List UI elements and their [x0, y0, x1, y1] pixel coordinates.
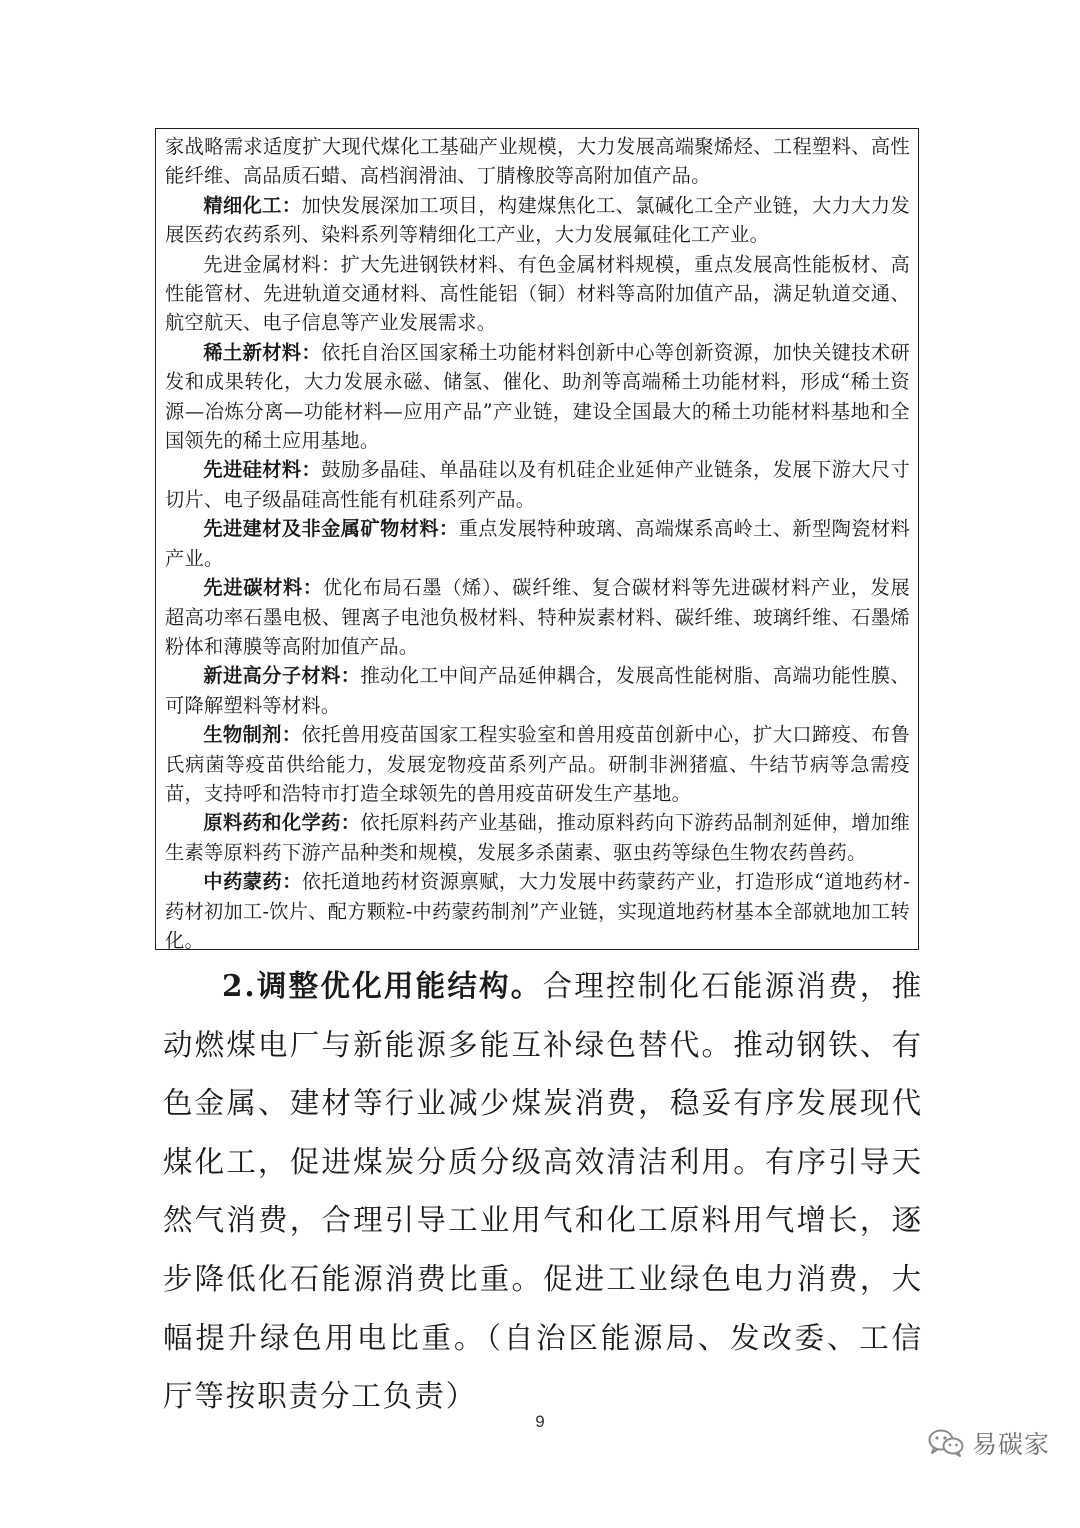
- wechat-icon: [928, 1428, 964, 1458]
- paragraph-term: 新进高分子材料：: [203, 664, 361, 688]
- paragraph-term: 精细化工：: [203, 193, 302, 217]
- paragraph-text: 依托自治区国家稀土功能材料创新中心等创新资源，加快关键技术研发和成果转化，大力发展永磁、储氢、催化、助剂等高端稀土功能材料，形成“稀土资源—冶炼分离—功能材料—应用产品”产业链，建设全国最大的稀土功能材料基地和全国领先的稀土应用基地。: [165, 340, 910, 453]
- paragraph-text: 重点发展特种玻璃、高端煤系高岭土、新型陶瓷材料产业。: [165, 517, 910, 570]
- box-paragraph: [165, 191, 910, 250]
- box-paragraph: [165, 720, 910, 808]
- section-heading: 2.调整优化用能结构。: [222, 968, 543, 1003]
- paragraph-term: 先进碳材料：: [203, 576, 323, 600]
- box-paragraph: [165, 661, 910, 720]
- paragraph-text: 依托道地药材资源禀赋，大力发展中药蒙药产业，打造形成“道地药材-药材初加工-饮片、配方颗粒-中药蒙药制剂”产业链，实现道地药材基本全部就地加工转化。: [165, 870, 910, 952]
- boxed-section: [155, 128, 919, 950]
- paragraph-term: 原料药和化学药：: [203, 811, 361, 835]
- page-number: 9: [535, 1412, 545, 1431]
- paragraph-term: 先进硅材料：: [203, 458, 322, 482]
- box-paragraph: [165, 573, 910, 661]
- box-paragraph: [165, 455, 910, 514]
- box-paragraph: [165, 514, 910, 573]
- box-paragraph: [165, 338, 910, 456]
- paragraph-text: 优化布局石墨（烯）、碳纤维、复合碳材料等先进碳材料产业，发展超高功率石墨电极、锂离子电池负极材料、特种炭素材料、碳纤维、玻璃纤维、石墨烯粉体和薄膜等高附加值产品。: [165, 576, 910, 658]
- box-paragraph: [165, 808, 910, 867]
- paragraph-term: 先进建材及非金属矿物材料：: [203, 517, 459, 541]
- watermark: [928, 1423, 1050, 1463]
- paragraph-text: 先进金属材料：扩大先进钢铁材料、有色金属材料规模，重点发展高性能板材、高性能管材、先进轨道交通材料、高性能铝（铜）材料等高附加值产品，满足轨道交通、航空航天、电子信息等产业发展需求。: [165, 252, 910, 335]
- body-paragraph-text: 合理控制化石能源消费，推动燃煤电厂与新能源多能互补绿色替代。推动钢铁、有色金属、建材等行业减少煤炭消费，稳妥有序发展现代煤化工，促进煤炭分质分级高效清洁利用。有序引导天然气消费，合理引导工业用气和化工原料用气增长，逐步降低化石能源消费比重。促进工业绿色电力消费，大幅提升绿色用电比重。（自治区能源局、发改委、工信厅等按职责分工负责）: [163, 969, 923, 1414]
- paragraph-term: 稀土新材料：: [203, 340, 322, 364]
- paragraph-text: 依托兽用疫苗国家工程实验室和兽用疫苗创新中心，扩大口蹄疫、布鲁氏病菌等疫苗供给能力，发展宠物疫苗系列产品。研制非洲猪瘟、牛结节病等急需疫苗，支持呼和浩特市打造全球领先的兽用疫苗研发生产基地。: [165, 723, 910, 805]
- paragraph-text: 依托原料药产业基础，推动原料药向下游药品制剂延伸，增加维生素等原料药下游产品种类和规模，发展多杀菌素、驱虫药等绿色生物农药兽药。: [165, 811, 910, 864]
- box-paragraph: [165, 132, 910, 191]
- watermark-text: 易碳家: [972, 1430, 1051, 1459]
- paragraph-text: 加快发展深加工项目，构建煤焦化工、氯碱化工全产业链，大力大力发展医药农药系列、染料系列等精细化工产业，大力发展氟硅化工产业。: [165, 193, 910, 247]
- box-paragraph: [165, 250, 910, 338]
- box-paragraph: [165, 867, 910, 955]
- body-paragraph: [163, 957, 923, 1426]
- paragraph-text: 推动化工中间产品延伸耦合，发展高性能树脂、高端功能性膜、可降解塑料等材料。: [165, 664, 910, 717]
- paragraph-text: 鼓励多晶硅、单晶硅以及有机硅企业延伸产业链条，发展下游大尺寸切片、电子级晶硅高性能有机硅系列产品。: [165, 458, 910, 511]
- paragraph-text: 家战略需求适度扩大现代煤化工基础产业规模，大力发展高端聚烯烃、工程塑料、高性能纤维、高品质石蜡、高档润滑油、丁腈橡胶等高附加值产品。: [165, 135, 910, 188]
- paragraph-term: 生物制剂：: [203, 723, 302, 747]
- paragraph-term: 中药蒙药：: [203, 870, 302, 894]
